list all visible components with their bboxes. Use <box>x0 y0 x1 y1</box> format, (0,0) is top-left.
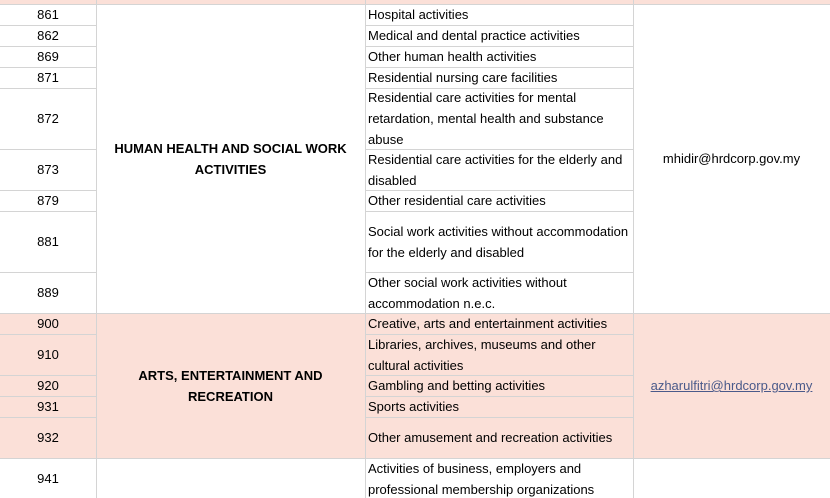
row-description-text: Medical and dental practice activities <box>368 28 580 43</box>
row-code[interactable]: 873 <box>0 149 96 190</box>
row-description[interactable] <box>365 272 633 313</box>
gridline <box>0 396 96 397</box>
row-description[interactable] <box>365 46 633 67</box>
gridline <box>0 458 96 459</box>
row-description-text: Other human health activities <box>368 49 537 64</box>
gridline <box>0 417 96 418</box>
row-description-text: Social work activities without accommodation for the elderly and disabled <box>368 223 629 260</box>
gridline <box>0 375 96 376</box>
row-description[interactable] <box>365 67 633 88</box>
gridline <box>0 313 96 314</box>
row-description[interactable] <box>365 396 633 417</box>
contact-email[interactable]: mhidir@hrdcorp.gov.my <box>633 4 830 313</box>
gridline <box>0 334 96 335</box>
row-description[interactable] <box>365 417 633 458</box>
gridline <box>0 190 96 191</box>
sector-name[interactable]: ARTS, ENTERTAINMENT AND RECREATION <box>96 313 365 458</box>
gridline <box>365 272 633 273</box>
gridline <box>365 458 633 459</box>
row-description[interactable] <box>365 25 633 46</box>
gridline <box>633 313 830 314</box>
gridline <box>0 211 96 212</box>
row-description-text: Other social work activities without accommodation n.e.c. <box>368 274 567 311</box>
row-code[interactable]: 872 <box>0 88 96 149</box>
row-description-text: Creative, arts and entertainment activities <box>368 316 608 331</box>
row-description-text: Residential nursing care facilities <box>368 70 558 85</box>
gridline <box>96 313 365 314</box>
sector-name[interactable]: HUMAN HEALTH AND SOCIAL WORK ACTIVITIES <box>96 4 365 313</box>
row-description-text: Gambling and betting activities <box>368 378 546 393</box>
row-code[interactable]: 931 <box>0 396 96 417</box>
gridline <box>365 211 633 212</box>
row-description[interactable] <box>365 211 633 272</box>
gridline <box>365 396 633 397</box>
gridline <box>365 149 633 150</box>
gridline <box>0 4 830 5</box>
row-description[interactable] <box>365 4 633 25</box>
gridline <box>0 88 96 89</box>
row-code[interactable]: 862 <box>0 25 96 46</box>
gridline <box>365 334 633 335</box>
row-description-text: Other residential care activities <box>368 193 546 208</box>
row-code[interactable]: 871 <box>0 67 96 88</box>
gridline <box>0 46 96 47</box>
row-code[interactable]: 920 <box>0 375 96 396</box>
row-code[interactable]: 889 <box>0 272 96 313</box>
row-description[interactable] <box>365 375 633 396</box>
gridline <box>0 272 96 273</box>
row-description-text: Hospital activities <box>368 7 469 22</box>
gridline <box>365 0 366 498</box>
row-description[interactable] <box>365 149 633 190</box>
row-code[interactable]: 910 <box>0 334 96 375</box>
sector-name[interactable] <box>96 458 365 498</box>
gridline <box>633 0 634 498</box>
gridline <box>365 190 633 191</box>
row-code[interactable]: 881 <box>0 211 96 272</box>
gridline <box>365 313 633 314</box>
row-description-text: Activities of business, employers and professional membership organizations <box>368 460 595 497</box>
row-description[interactable] <box>365 458 633 498</box>
contact-email[interactable] <box>633 458 830 498</box>
gridline <box>365 88 633 89</box>
row-code[interactable]: 941 <box>0 458 96 498</box>
gridline <box>365 25 633 26</box>
row-description[interactable] <box>365 88 633 149</box>
gridline <box>365 46 633 47</box>
gridline <box>0 67 96 68</box>
row-code[interactable]: 879 <box>0 190 96 211</box>
gridline <box>0 149 96 150</box>
contact-email-link[interactable]: azharulfitri@hrdcorp.gov.my <box>633 313 830 458</box>
row-description-text: Residential care activities for mental retardation, mental health and substance abuse <box>368 90 604 147</box>
row-description[interactable] <box>365 334 633 375</box>
gridline <box>96 458 365 459</box>
gridline <box>365 67 633 68</box>
gridline <box>365 417 633 418</box>
row-description-text: Libraries, archives, museums and other cultural activities <box>368 336 596 373</box>
gridline <box>365 375 633 376</box>
row-code[interactable]: 861 <box>0 4 96 25</box>
row-description[interactable] <box>365 190 633 211</box>
row-code[interactable]: 869 <box>0 46 96 67</box>
gridline <box>96 0 97 498</box>
row-description-text: Other amusement and recreation activities <box>368 430 613 445</box>
gridline <box>0 25 96 26</box>
row-code[interactable]: 932 <box>0 417 96 458</box>
gridline <box>633 458 830 459</box>
row-description-text: Residential care activities for the elderly and disabled <box>368 151 623 188</box>
row-description-text: Sports activities <box>368 399 460 414</box>
row-description[interactable] <box>365 313 633 334</box>
row-code[interactable]: 900 <box>0 313 96 334</box>
